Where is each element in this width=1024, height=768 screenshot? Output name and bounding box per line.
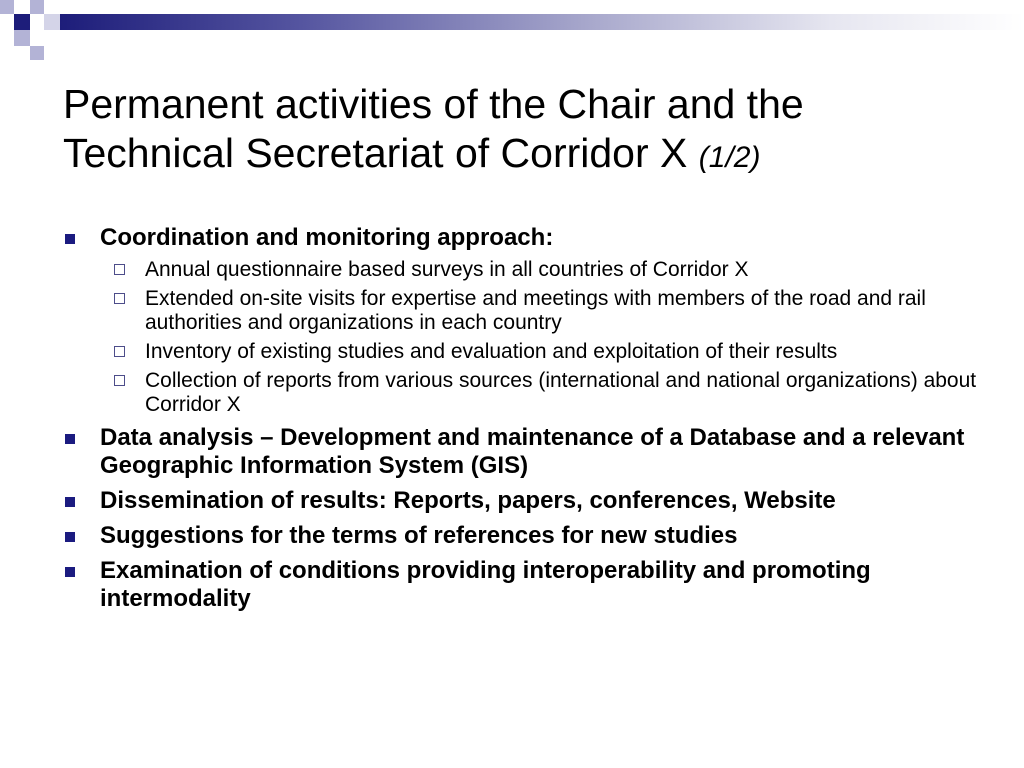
- square-bullet-icon: [65, 567, 75, 577]
- square-bullet-icon: [65, 234, 75, 244]
- bullet-item: [63, 557, 993, 613]
- sub-bullet-item: [100, 340, 993, 364]
- sub-bullet-text: Collection of reports from various sources (international and national organizations) about Corridor X: [145, 369, 977, 416]
- hollow-square-bullet-icon: [114, 375, 125, 386]
- bullet-text: Suggestions for the terms of references for new studies: [100, 522, 738, 549]
- hollow-square-bullet-icon: [114, 293, 125, 304]
- sub-bullet-list: [100, 258, 993, 417]
- sub-bullet-text: Inventory of existing studies and evaluation and exploitation of their results: [145, 340, 838, 363]
- decor-square-3: [30, 0, 44, 14]
- hollow-square-bullet-icon: [114, 264, 125, 275]
- header-gradient-bar: [60, 14, 1024, 30]
- bullet-text: Coordination and monitoring approach:: [100, 224, 554, 251]
- sub-bullet-item: [100, 287, 993, 335]
- slide-title-main: Permanent activities of the Chair and the Technical Secretariat of Corridor X: [63, 81, 804, 176]
- slide-content: [63, 224, 993, 620]
- sub-bullet-text: Extended on-site visits for expertise and meetings with members of the road and rail authorities and organizations in each country: [145, 287, 926, 334]
- decor-square-1: [0, 0, 14, 14]
- bullet-item: [63, 424, 993, 480]
- bullet-text: Data analysis – Development and maintenance of a Database and a relevant Geographic Information System (GIS): [100, 424, 965, 479]
- bullet-item: [63, 522, 993, 550]
- square-bullet-icon: [65, 497, 75, 507]
- sub-bullet-text: Annual questionnaire based surveys in all countries of Corridor X: [145, 258, 749, 281]
- bullet-text: Dissemination of results: Reports, papers, conferences, Website: [100, 487, 836, 514]
- decor-square-6: [30, 46, 44, 60]
- square-bullet-icon: [65, 532, 75, 542]
- bullet-list: [63, 224, 993, 613]
- header-decoration: [0, 0, 1024, 70]
- bullet-item: [63, 487, 993, 515]
- bullet-item: [63, 224, 993, 417]
- slide-title-suffix: (1/2): [698, 141, 761, 174]
- decor-square-2: [14, 14, 30, 30]
- square-bullet-icon: [65, 434, 75, 444]
- hollow-square-bullet-icon: [114, 346, 125, 357]
- decor-square-4: [44, 14, 60, 30]
- sub-bullet-item: [100, 258, 993, 282]
- slide-title: [63, 80, 963, 182]
- sub-bullet-item: [100, 369, 993, 417]
- bullet-text: Examination of conditions providing interoperability and promoting intermodality: [100, 557, 871, 612]
- decor-square-5: [14, 30, 30, 46]
